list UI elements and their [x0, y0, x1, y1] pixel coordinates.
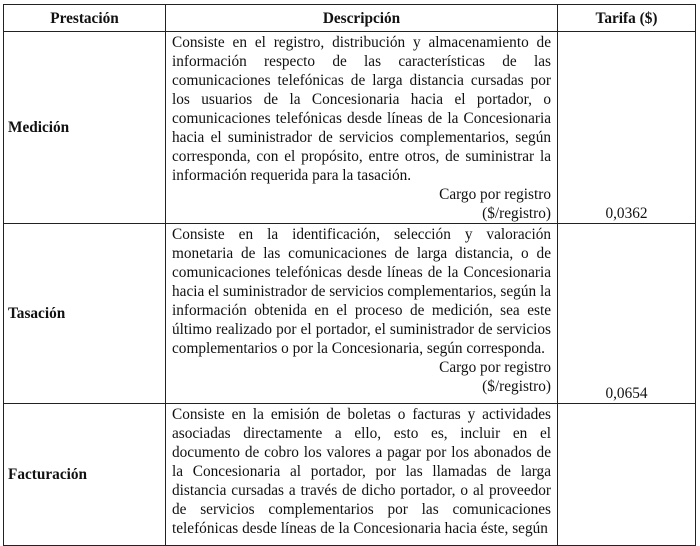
row-description: Consiste en el registro, distribución y almacenamiento de información respecto de las características de las comunicaciones telefónicas de larga distancia cursadas por los usuarios de la Concesionaria hacia el portador, o comunicaciones telefónicas desde líneas de la Concesionaria hacia el suministrador de servicios complementarios, según corresponda, con el propósito, entre otros, de suministrar la información requerida para la tasación.	[172, 34, 551, 184]
row-description-cell	[166, 32, 558, 224]
table-row	[4, 404, 696, 546]
row-description: Consiste en la emisión de boletas o facturas y actividades asociadas directamente a ello, esto es, incluir en el documento de cobro los valores a pagar por los abonados de la Concesionaria al portador, por las llamadas de larga distancia cursadas a través de dicho portador, o al proveedor de servicios complementarios por las comunicaciones telefónicas desde líneas de la Concesionaria hacia éste, según	[172, 406, 551, 537]
row-description: Consiste en la identificación, selección y valoración monetaria de las comunicaciones de larga distancia, o de comunicaciones telefónicas desde líneas de la Concesionaria hacia el suministrador de servicios complementarios, según la información obtenida en el proceso de medición, sea este último realizado por el portador, el suministrador de servicios complementarios o por la Concesionaria, según corresponda.	[172, 226, 551, 357]
row-rate: 0,0654	[558, 224, 696, 404]
charge-label: Cargo por registro	[439, 186, 551, 203]
row-description-cell	[166, 224, 558, 404]
header-prestacion: Prestación	[4, 5, 166, 32]
row-name-tasacion: Tasación	[4, 224, 166, 404]
row-rate: 0,0362	[558, 32, 696, 224]
header-descripcion: Descripción	[166, 5, 558, 32]
charge-unit: ($/registro)	[482, 205, 551, 222]
charge-unit: ($/registro)	[482, 378, 551, 395]
row-description-cell	[166, 404, 558, 546]
tariff-table	[3, 4, 696, 546]
row-name-facturacion: Facturación	[4, 404, 166, 546]
header-tarifa: Tarifa ($)	[558, 5, 696, 32]
table-row	[4, 32, 696, 224]
row-rate-empty	[558, 404, 696, 546]
table-row	[4, 224, 696, 404]
charge-label: Cargo por registro	[439, 359, 551, 376]
row-name-medicion: Medición	[4, 32, 166, 224]
header-row	[4, 5, 696, 32]
